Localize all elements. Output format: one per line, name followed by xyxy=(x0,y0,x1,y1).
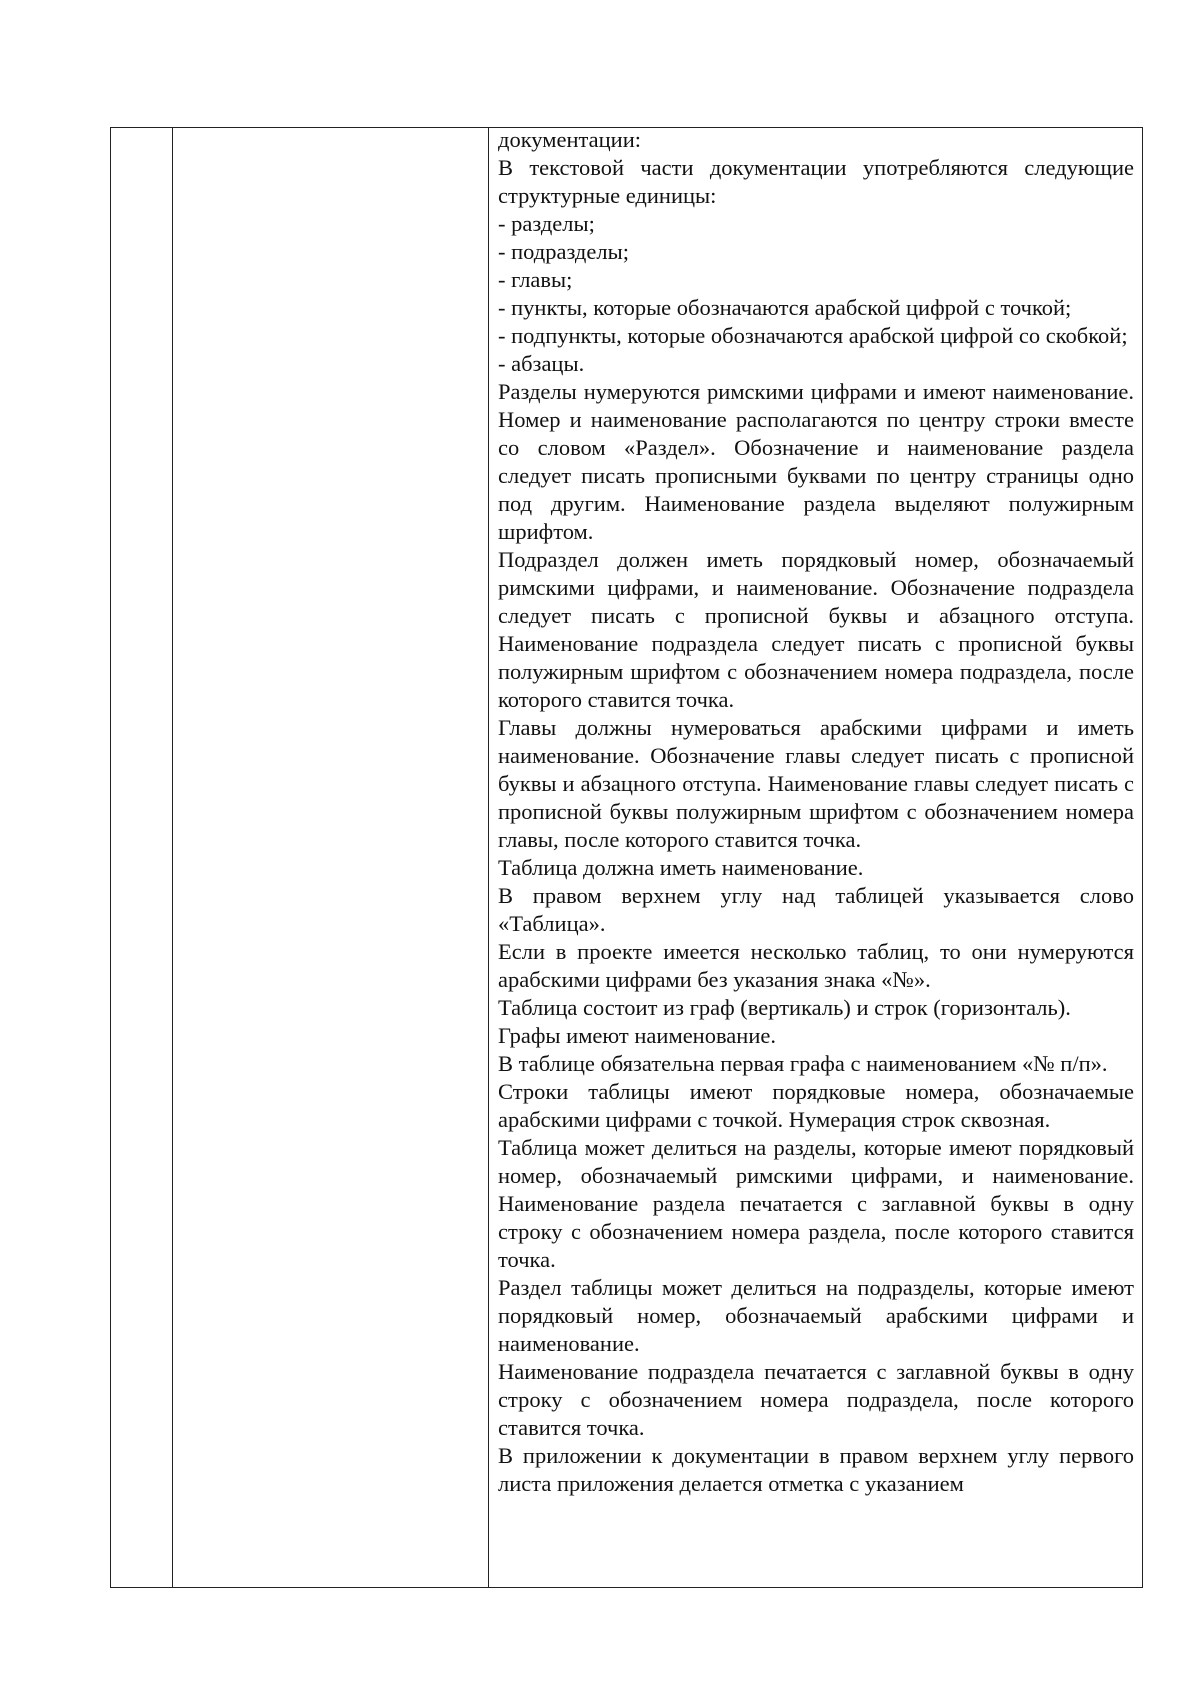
table-cell-text xyxy=(489,128,1143,1588)
paragraph: Таблица состоит из граф (вертикаль) и строк (горизонталь). xyxy=(498,995,1071,1020)
list-item: - разделы; xyxy=(498,211,595,236)
document-table xyxy=(110,127,1143,1588)
paragraph: Главы должны нумероваться арабскими цифрами и иметь наименование. Обозначение главы следует писать с прописной буквы и абзацного отступа. Наименование главы следует писать с прописной буквы полужирным шрифтом с обозначением номера главы, после которого ставится точка. xyxy=(498,715,1134,852)
paragraph: В правом верхнем углу над таблицей указывается слово «Таблица». xyxy=(498,883,1134,936)
paragraph: В таблице обязательна первая графа с наименованием «№ п/п». xyxy=(498,1051,1108,1076)
cell-content xyxy=(498,126,1134,1498)
paragraph: Если в проекте имеется несколько таблиц, то они нумеруются арабскими цифрами без указания знака «№». xyxy=(498,939,1134,992)
list-item: - абзацы. xyxy=(498,351,585,376)
paragraph: Строки таблицы имеют порядковые номера, обозначаемые арабскими цифрами с точкой. Нумерация строк сквозная. xyxy=(498,1079,1134,1132)
paragraph: документации: xyxy=(498,127,641,152)
list-item: - главы; xyxy=(498,267,573,292)
table-row xyxy=(111,128,1143,1588)
paragraph: Разделы нумеруются римскими цифрами и имеют наименование. Номер и наименование располагаются по центру строки вместе со словом «Раздел». Обозначение и наименование раздела следует писать прописными буквами по центру страницы одно под другим. Наименование раздела выделяют полужирным шрифтом. xyxy=(498,379,1134,544)
table-cell-title xyxy=(173,128,489,1588)
paragraph: Таблица может делиться на разделы, которые имеют порядковый номер, обозначаемый римскими цифрами, и наименование. Наименование раздела печатается с заглавной буквы в одну строку с обозначением номера раздела, после которого ставится точка. xyxy=(498,1135,1134,1272)
paragraph: Графы имеют наименование. xyxy=(498,1023,776,1048)
list-item: - пункты, которые обозначаются арабской цифрой с точкой; xyxy=(498,295,1072,320)
paragraph: В приложении к документации в правом верхнем углу первого листа приложения делается отметка с указанием xyxy=(498,1443,1134,1496)
list-item: - подпункты, которые обозначаются арабской цифрой со скобкой; xyxy=(498,323,1128,348)
paragraph: Наименование подраздела печатается с заглавной буквы в одну строку с обозначением номера подраздела, после которого ставится точка. xyxy=(498,1359,1134,1440)
paragraph: Подраздел должен иметь порядковый номер, обозначаемый римскими цифрами, и наименование. Обозначение подраздела следует писать с прописной буквы и абзацного отступа. Наименование подраздела следует писать с прописной буквы полужирным шрифтом с обозначением номера подраздела, после которого ставится точка. xyxy=(498,547,1134,712)
paragraph: Таблица должна иметь наименование. xyxy=(498,855,864,880)
paragraph: Раздел таблицы может делиться на подразделы, которые имеют порядковый номер, обозначаемый арабскими цифрами и наименование. xyxy=(498,1275,1134,1356)
table-cell-number xyxy=(111,128,173,1588)
paragraph: В текстовой части документации употребляются следующие структурные единицы: xyxy=(498,155,1134,208)
list-item: - подразделы; xyxy=(498,239,629,264)
